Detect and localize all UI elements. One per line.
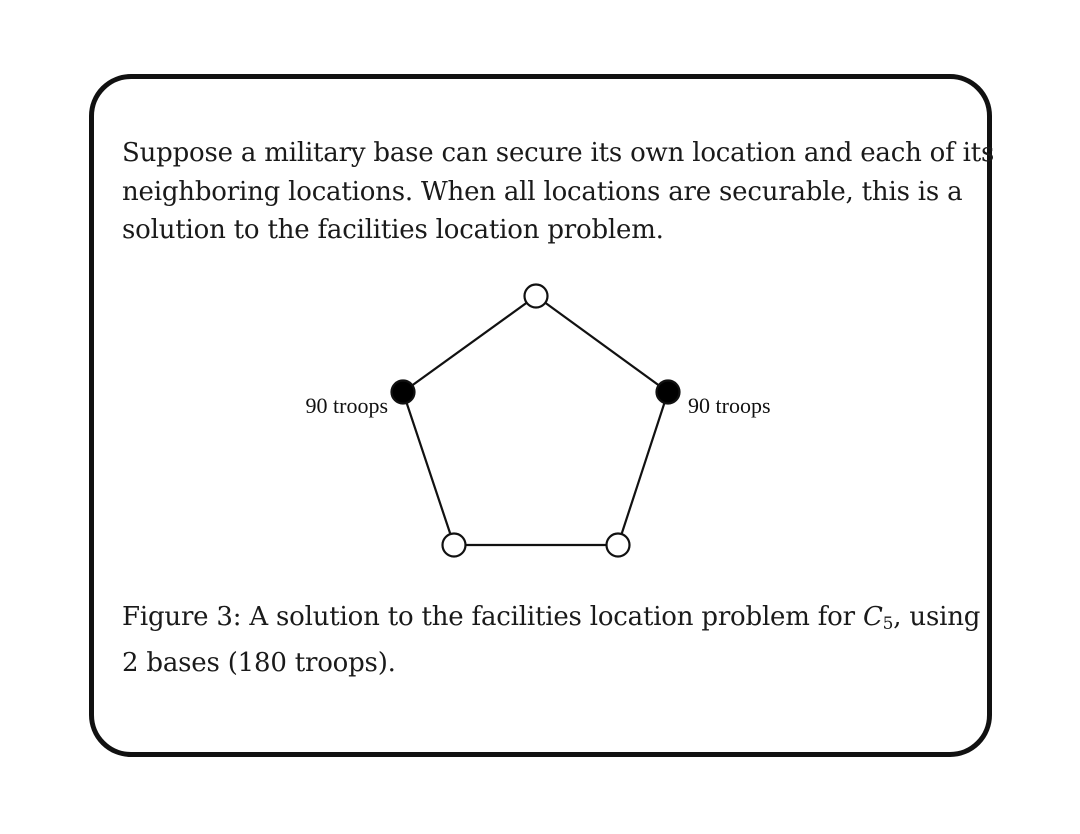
- edge-top-upper-right: [536, 296, 668, 392]
- edge-upper-left-top: [403, 296, 536, 392]
- node-lower-right: [607, 534, 630, 557]
- intro-line: solution to the facilities location problem.: [122, 215, 664, 245]
- caption-line-1: [122, 598, 982, 644]
- intro-line: neighboring locations. When all locations are securable, this is a: [122, 176, 963, 207]
- node-top: [525, 285, 548, 308]
- intro-line: Suppose a military base can secure its own location and each of its: [122, 138, 995, 168]
- caption-suffix: , using: [893, 602, 981, 632]
- right-base-label: 90 troops: [688, 393, 771, 418]
- graph-symbol: C: [862, 602, 883, 632]
- left-base-label: 90 troops: [305, 393, 388, 418]
- graph-nodes: [392, 285, 680, 557]
- edge-lower-left-upper-left: [403, 392, 454, 545]
- graph-subscript: 5: [882, 614, 894, 634]
- edge-upper-right-lower-right: [618, 392, 668, 545]
- caption-prefix: Figure 3: A solution to the facilities location problem for: [122, 602, 863, 632]
- caption-line-2: 2 bases (180 troops).: [122, 647, 396, 678]
- graph-edges: [403, 296, 668, 545]
- node-upper-right-base: [657, 381, 680, 404]
- figure-caption: [122, 598, 982, 682]
- node-lower-left: [443, 534, 466, 557]
- node-upper-left-base: [392, 381, 415, 404]
